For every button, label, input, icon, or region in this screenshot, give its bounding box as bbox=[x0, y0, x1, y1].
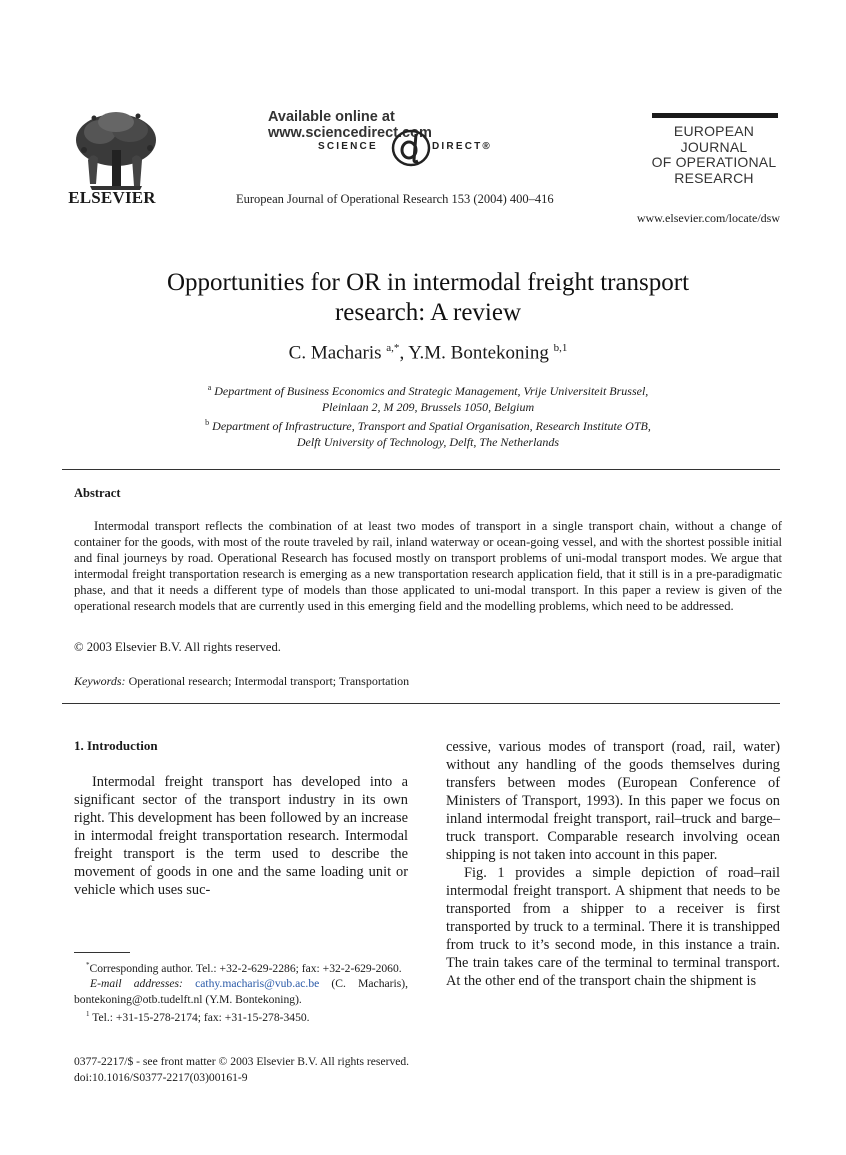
author-name: Y.M. Bontekoning bbox=[408, 342, 549, 364]
body-paragraph: Fig. 1 provides a simple depiction of road–rail intermodal freight transport. A shipment that needs to be transported from a shipper to a receiver is first transported by truck to a terminal. There it is transhipped from truck to it’s second mode, in this instance a train. The train takes care of the terminal to terminal transport. At the other end of the transport chain the shipment is bbox=[446, 865, 780, 989]
sciencedirect-availability[interactable]: Available online at www.sciencedirect.com bbox=[268, 109, 432, 141]
issn-line: 0377-2217/$ - see front matter © 2003 Elsevier B.V. All rights reserved. bbox=[74, 1055, 410, 1068]
journal-logo-line: RESEARCH bbox=[674, 169, 754, 186]
footnote-mark: 1 bbox=[86, 1010, 90, 1019]
journal-logo-line: EUROPEAN bbox=[673, 123, 755, 139]
affiliation-text: Department of Business Economics and Strategic Management, Vrije Universiteit Brussel, bbox=[214, 384, 649, 398]
divider bbox=[62, 703, 780, 704]
abstract-body bbox=[74, 518, 782, 614]
author-list bbox=[90, 342, 766, 364]
body-paragraph: Intermodal freight transport has developed into a significant sector of the transport industry in its own right. This development has been followed by an increase in intermodal freight transportation research. Intermodal freight transport is the term used to describe the movement of goods in one and the same loading unit or vehicle which uses suc- bbox=[74, 774, 408, 898]
footnote-text: Tel.: +31-15-278-2174; fax: +31-15-278-3450. bbox=[92, 1011, 310, 1025]
affiliations bbox=[120, 380, 736, 450]
email-label: E-mail addresses: bbox=[90, 977, 183, 991]
body-paragraph: cessive, various modes of transport (road, rail, water) without any handling of the goods themselves during transfers between modes (European Conference of Ministers of Transport, 1993). In this paper we focus on inland intermodal freight transport, rail–truck and barge–truck transport. Comparable research involving ocean shipping is not taken into account in this paper. bbox=[446, 739, 780, 863]
sciencedirect-wordmark-left: SCIENCE bbox=[318, 141, 378, 152]
journal-logo-bar bbox=[652, 113, 778, 118]
keywords bbox=[74, 674, 409, 689]
journal-url-link[interactable]: www.elsevier.com/locate/dsw bbox=[636, 211, 780, 225]
keywords-list: Operational research; Intermodal transport; Transportation bbox=[128, 674, 410, 688]
publisher-name: ELSEVIER bbox=[68, 188, 156, 207]
journal-logo bbox=[646, 124, 782, 186]
journal-logo-line: JOURNAL bbox=[680, 138, 748, 155]
front-matter-info bbox=[74, 1054, 409, 1086]
keywords-label: Keywords: bbox=[74, 674, 126, 688]
journal-logo-line: OF OPERATIONAL bbox=[651, 154, 777, 170]
author-affiliation-mark[interactable]: a,* bbox=[386, 342, 400, 354]
paper-title bbox=[90, 268, 766, 328]
footnote-divider bbox=[74, 952, 130, 953]
footnotes bbox=[74, 958, 408, 1026]
section-heading: 1. Introduction bbox=[74, 738, 158, 753]
journal-citation: European Journal of Operational Research 153 (2004) 400–416 bbox=[236, 192, 554, 206]
abstract-heading: Abstract bbox=[74, 486, 121, 500]
abstract-copyright: © 2003 Elsevier B.V. All rights reserved. bbox=[74, 640, 281, 654]
paper-title-line: research: A review bbox=[334, 299, 522, 326]
author-name: C. Macharis bbox=[288, 342, 382, 364]
email-link[interactable]: cathy.macharis@vub.ac.be bbox=[195, 977, 320, 991]
footnote-text: Corresponding author. Tel.: +32-2-629-2286; fax: +32-2-629-2060. bbox=[89, 961, 402, 975]
paper-title-line: Opportunities for OR in intermodal freight transport bbox=[166, 269, 690, 296]
affiliation-mark: a bbox=[207, 383, 212, 392]
sciencedirect-wordmark-right: DIRECT® bbox=[432, 141, 492, 152]
sciencedirect-at-icon bbox=[390, 128, 432, 168]
footnote-mark: * bbox=[86, 961, 90, 969]
doi-line[interactable]: doi:10.1016/S0377-2217(03)00161-9 bbox=[74, 1071, 248, 1084]
divider bbox=[62, 469, 780, 470]
affiliation-mark: b bbox=[205, 418, 210, 427]
left-column bbox=[74, 773, 408, 899]
affiliation-text: Pleinlaan 2, M 209, Brussels 1050, Belgium bbox=[321, 400, 535, 414]
abstract-paragraph: Intermodal transport reflects the combination of at least two modes of transport in a single transport chain, without a change of container for the goods, with most of the route traveled by rail, inland waterway or ocean-going vessel, and with the shortest possible initial and final journeys by road. Operational Research has focused mostly on transport problems of uni-modal transport modes. We argue that intermodal freight transportation research is emerging as a new transportation research application field, that it still is in a pre-paradigmatic phase, and that it needs a different type of models than those applicated to uni-modal transport. In this paper a review is given of the operational research models that are currently used in this emerging field and the modelling problems, which need to be addressed. bbox=[74, 519, 782, 613]
affiliation-text: Delft University of Technology, Delft, The Netherlands bbox=[296, 435, 560, 449]
footnote-text: (C. Macharis), bontekoning@otb.tudelft.nl (Y.M. Bontekoning). bbox=[74, 977, 408, 1006]
author-separator: , bbox=[399, 342, 409, 364]
author-affiliation-mark[interactable]: b,1 bbox=[553, 342, 568, 354]
right-column bbox=[446, 738, 780, 990]
affiliation-text: Department of Infrastructure, Transport and Spatial Organisation, Research Institute OTB, bbox=[212, 419, 651, 433]
